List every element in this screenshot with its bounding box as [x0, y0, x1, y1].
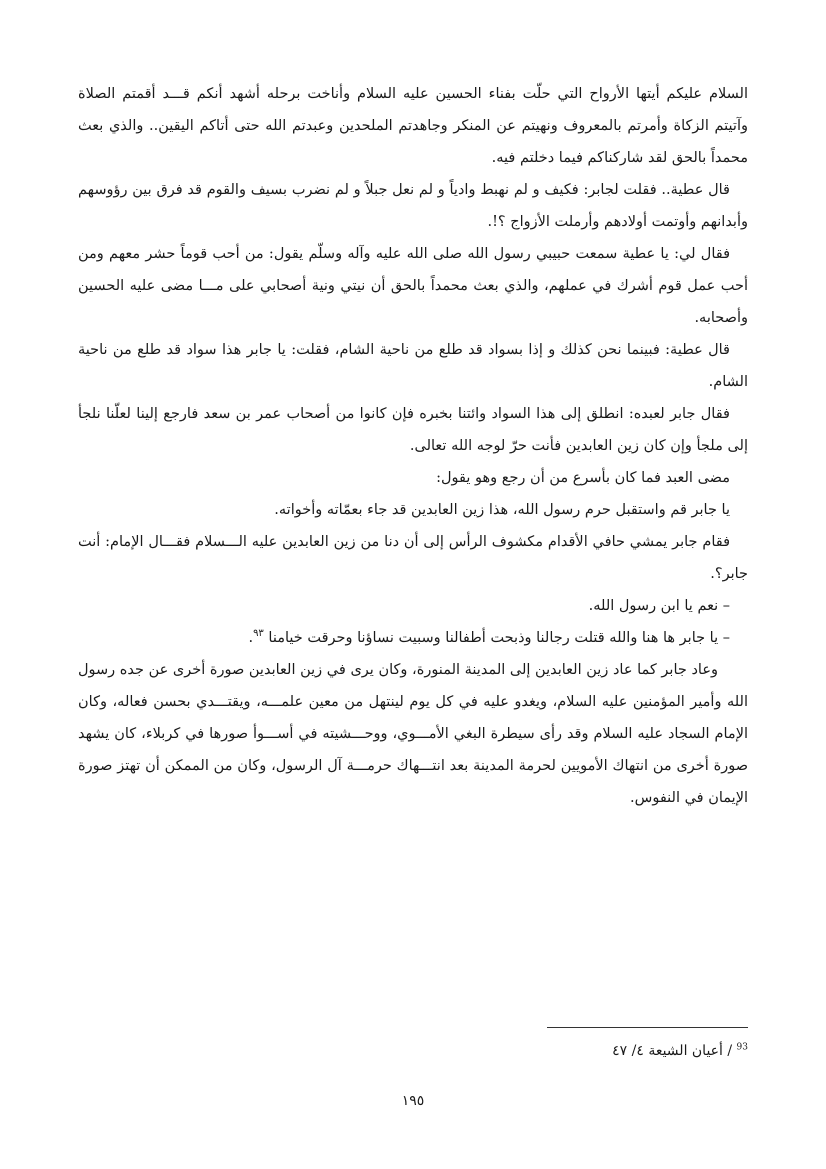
footnote-divider [547, 1027, 748, 1028]
dialogue-line-2-text: – يا جابر ها هنا والله قتلت رجالنا وذبحت أطفالنا وسبيت نساؤنا وحرقت خيامنا [268, 630, 730, 646]
page-body [78, 78, 748, 814]
dialogue-line-1: – نعم يا ابن رسول الله. [588, 598, 730, 614]
paragraph-7: يا جابر قم واستقبل حرم رسول الله، هذا زين العابدين قد جاء بعمّاته وأخواته. [274, 502, 730, 518]
paragraph-1: السلام عليكم أيتها الأرواح التي حلّت بفناء الحسين عليه السلام وأناخت برحله أشهد أنكم قـــد أقمتم الصلاة وآتيتم الزكاة وأمرتم بالمعروف ونهيتم عن المنكر وجاهدتم الملحدين وعبدتم الله حتى أتاكم اليقين.. والذي بعث محمداً بالحق لقد شاركناكم فيما دخلتم فيه. [78, 86, 748, 166]
footnote-text: / أعيان الشيعة ٤/ ٤٧ [612, 1043, 733, 1059]
paragraph-3: فقال لي: يا عطية سمعت حبيبي رسول الله صلى الله عليه وآله وسلّم يقول: من أحب قوماً حشر معهم ومن أحب عمل قوم أشرك في عملهم، والذي بعث محمداً بالحق أن نيتي ونية أصحابي على مـــا مضى عليه الحسين وأصحابه. [78, 246, 748, 326]
paragraph-6: مضى العبد فما كان بأسرع من أن رجع وهو يقول: [436, 470, 730, 486]
page-number: ١٩٥ [401, 1093, 425, 1109]
dialogue-line-2: – يا جابر ها هنا والله قتلت رجالنا وذبحت أطفالنا وسبيت نساؤنا وحرقت خيامنا $^{٩٣}$. [248, 628, 730, 646]
footnote [400, 1040, 748, 1062]
paragraph-9: وعاد جابر كما عاد زين العابدين إلى المدينة المنورة، وكان يرى في زين العابدين صورة أخرى عن جده رسول الله وأمير المؤمنين عليه السلام، ويغدو عليه في كل يوم لينتهل من معين علمـــه، ويقتـــدي بحسن فعاله، وكان الإمام السجاد عليه السلام وقد رأى سيطرة البغي الأمـــوي، ووحـــشيته في أســـوأ صورها في كربلاء، كان يشهد صورة أخرى من انتهاك الأمويين لحرمة المدينة بعد انتـــهاك حرمـــة آل الرسول، وكان من الممكن أن تهتز صورة الإيمان في النفوس. [78, 662, 748, 806]
paragraph-8: فقام جابر يمشي حافي الأقدام مكشوف الرأس إلى أن دنا من زين العابدين عليه الـــسلام فقـــال الإمام: أنت جابر؟. [78, 534, 748, 582]
paragraph-2: قال عطية.. فقلت لجابر: فكيف و لم نهبط وادياً و لم نعل جبلاً و لم نضرب بسيف والقوم قد فرق بين رؤوسهم وأبدانهم وأوتمت أولادهم وأرملت الأزواج ؟!. [78, 182, 748, 230]
paragraph-5: فقال جابر لعبده: انطلق إلى هذا السواد وائتنا بخبره فإن كانوا من أصحاب عمر بن سعد فارجع إلينا لعلّنا نلجأ إلى ملجأ وإن كان زين العابدين فأنت حرّ لوجه الله تعالى. [78, 406, 748, 454]
paragraph-4: قال عطية: فبينما نحن كذلك و إذا بسواد قد طلع من ناحية الشام، فقلت: يا جابر هذا سواد قد طلع من ناحية الشام. [78, 342, 748, 390]
footnote-number: 93 [736, 1042, 748, 1053]
footnote-reference[interactable]: ٩٣ [253, 628, 264, 640]
